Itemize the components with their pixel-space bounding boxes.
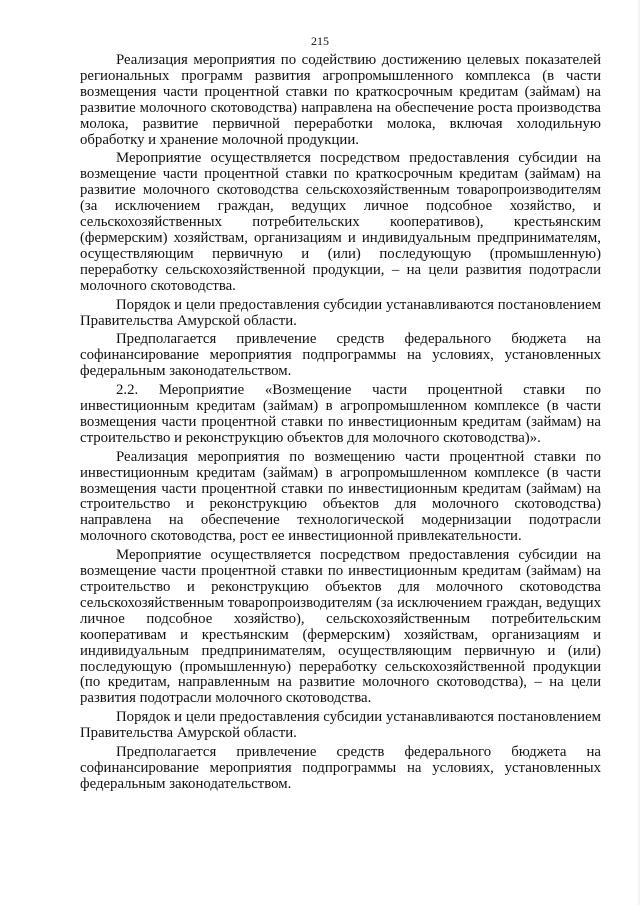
- paragraph: Порядок и цели предоставления субсидии устанавливаются постановлением Правительства Амурской области.: [80, 296, 601, 329]
- paragraph: Предполагается привлечение средств федерального бюджета на софинансирование мероприятия подпрограммы на условиях, установленных федеральным законодательством.: [80, 331, 601, 380]
- paragraph: Реализация мероприятия по возмещению части процентной ставки по инвестиционным кредитам (займам) в агропромышленном комплексе (в части возмещения части процентной ставки по инвестиционным кредитам (займам) на строительство и реконструкцию объектов для молочного скотоводства) направлена на обеспечение технологической модернизации подотрасли молочного скотоводства, рост ее инвестиционной привлекательности.: [80, 448, 601, 545]
- paragraph: Реализация мероприятия по содействию достижению целевых показателей региональных программ развития агропромышленного комплекса (в части возмещения части процентной ставки по краткосрочным кредитам (займам) на развитие молочного скотоводства) направлена на обеспечение роста производства молока, развитие первичной переработки молока, включая холодильную обработку и хранение молочной продукции.: [80, 52, 601, 148]
- paragraph: Мероприятие осуществляется посредством предоставления субсидии на возмещение части процентной ставки по краткосрочным кредитам (займам) на развитие молочного скотоводства сельскохозяйственным товаропроизводителям (за исключением граждан, ведущих личное подсобное хозяйство, и сельскохозяйственных потребительских кооперативов), крестьянским (фермерским) хозяйствам, организациям и индивидуальным предпринимателям, осуществляющим первичную и (или) последующую (промышленную) переработку сельскохозяйственной продукции, – на цели развития подотрасли молочного скотоводства.: [80, 150, 601, 294]
- section-heading-paragraph: 2.2. Мероприятие «Возмещение части процентной ставки по инвестиционным кредитам (займам) в агропромышленном комплексе (в части возмещения части процентной ставки по инвестиционным кредитам (займам) на строительство и реконструкцию объектов для молочного скотоводства)».: [80, 382, 601, 446]
- document-body: [80, 53, 601, 796]
- paragraph: Предполагается привлечение средств федерального бюджета на софинансирование мероприятия подпрограммы на условиях, установленных федеральным законодательством.: [80, 744, 601, 792]
- paragraph: Мероприятие осуществляется посредством предоставления субсидии на возмещение части процентной ставки по инвестиционным кредитам (займам) на строительство и реконструкцию объектов для молочного скотоводства сельскохозяйственным товаропроизводителям (за исключением граждан, ведущих личное подсобное хозяйство), сельскохозяйственным потребительским кооперативам и крестьянским (фермерским) хозяйствам, организациям и индивидуальным предпринимателям, осуществляющим первичную и (или) последующую (промышленную) переработку сельскохозяйственной продукции (по кредитам, направленным на развитие молочного скотоводства), – на цели развития подотрасли молочного скотоводства.: [80, 547, 601, 707]
- paragraph: Порядок и цели предоставления субсидии устанавливаются постановлением Правительства Амурской области.: [80, 709, 601, 742]
- page-number: 215: [311, 34, 329, 48]
